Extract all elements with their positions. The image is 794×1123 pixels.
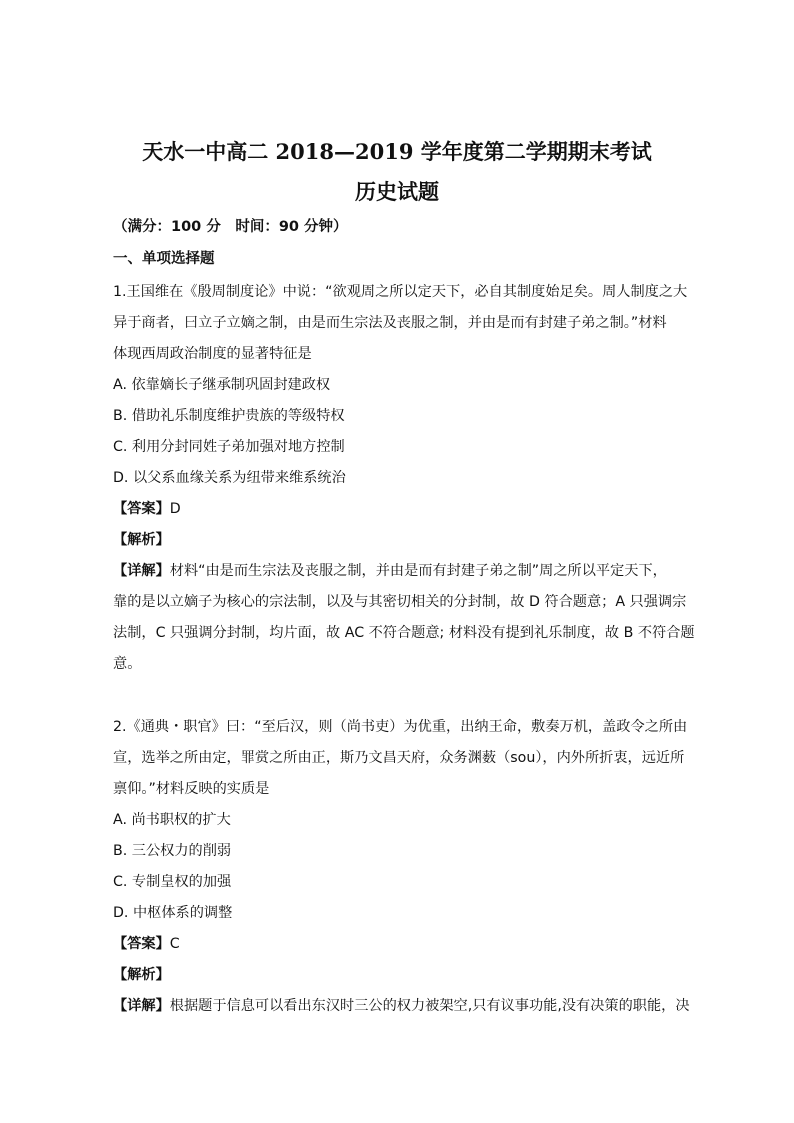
q2-answer: [113, 933, 180, 953]
detail-text: 根据题于信息可以看出东汉时三公的权力被架空,只有议事功能,没有决策的职能，决: [169, 998, 690, 1014]
q1-answer: [113, 498, 181, 518]
q2-analysis-label: 【解析】: [113, 967, 170, 983]
answer-value: C: [169, 936, 180, 952]
detail-label: 【详解】: [113, 563, 170, 579]
answer-label: 【答案】: [113, 501, 170, 517]
q1-analysis-label: 【解析】: [113, 532, 170, 548]
detail-label: 【详解】: [113, 998, 170, 1014]
q1-stem-line: 1.王国维在《殷周制度论》中说：“欲观周之所以定天下，必自其制度始足矣。周人制度之大: [113, 284, 688, 300]
q1-detail-line: 意。: [113, 656, 142, 672]
q1-option-b: B. 借助礼乐制度维护贵族的等级特权: [113, 408, 345, 424]
q1-detail-line: [113, 560, 667, 580]
q2-stem-line: 2.《通典・职官》曰：“至后汉，则（尚书吏）为优重，出纳王命，敷奏万机，盖政令之所由: [113, 719, 688, 735]
q2-option-c: C. 专制皇权的加强: [113, 874, 232, 890]
q1-detail-line: 法制，C 只强调分封制，均片面，故 AC 不符合题意; 材料没有提到礼乐制度，故 B 不符合题: [113, 625, 695, 641]
q2-option-d: D. 中枢体系的调整: [113, 905, 233, 921]
q1-option-d: D. 以父系血缘关系为纽带来维系统治: [113, 470, 346, 486]
answer-value: D: [169, 501, 181, 517]
detail-text: 材料“由是而生宗法及丧服之制，并由是而有封建子弟之制”周之所以平定天下，: [169, 563, 667, 579]
exam-meta: （满分：100 分 时间：90 分钟）: [113, 219, 348, 235]
q2-option-a: A. 尚书职权的扩大: [113, 812, 231, 828]
q1-stem-line: 体现西周政治制度的显著特征是: [113, 346, 312, 362]
q1-option-a: A. 依靠嫡长子继承制巩固封建政权: [113, 377, 331, 393]
answer-label: 【答案】: [113, 936, 170, 952]
q2-detail-line: [113, 995, 690, 1015]
exam-subtitle: 历史试题: [355, 179, 439, 204]
section-heading: 一、单项选择题: [113, 251, 215, 267]
q1-stem-line: 异于商者，曰立子立嫡之制，由是而生宗法及丧服之制，并由是而有封建子弟之制。”材料: [113, 315, 667, 331]
q2-option-b: B. 三公权力的削弱: [113, 843, 232, 859]
q2-stem-line: 禀仰。”材料反映的实质是: [113, 781, 270, 797]
q2-stem-line: 宣，选举之所由定，罪赏之所由正，斯乃文昌天府，众务渊薮（sou），内外所折衷，远近所: [113, 750, 685, 766]
q1-option-c: C. 利用分封同姓子弟加强对地方控制: [113, 439, 345, 455]
exam-title: 天水一中高二 2018—2019 学年度第二学期期末考试: [142, 139, 652, 164]
q1-detail-line: 靠的是以立嫡子为核心的宗法制，以及与其密切相关的分封制，故 D 符合题意；A 只强调宗: [113, 594, 687, 610]
